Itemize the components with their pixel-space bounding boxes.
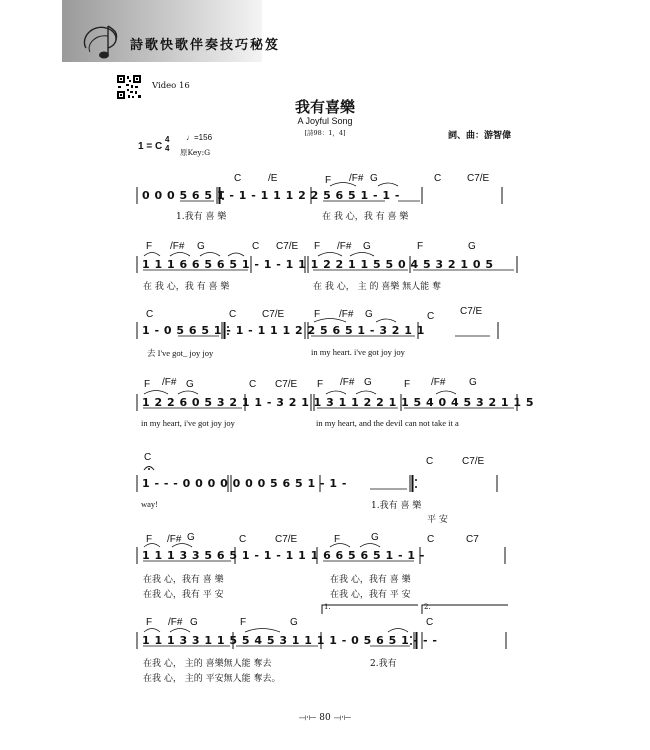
lyric-line: 在我 心，我有 喜 樂 xyxy=(330,575,411,585)
chord: C7/E xyxy=(467,173,490,184)
chord: C xyxy=(249,379,257,390)
chord: G xyxy=(187,532,195,543)
chord: /F# xyxy=(431,377,446,388)
chord: F xyxy=(146,617,153,628)
chord: /F# xyxy=(162,377,177,388)
lyric-line: 在我 心， 主的 喜樂無人能 奪去 xyxy=(143,659,272,669)
notation-line: 1 2 2 6 0 5 3 2 1 1 - 3 2 1 1 3 1 1 2 2 1 1 5 4 0 4 5 3 2 1 1 5 xyxy=(142,396,535,409)
chord: F xyxy=(334,534,341,545)
lyric-line: 在 我 心， 主 的 喜樂 無人能 奪 xyxy=(313,282,442,292)
notation-line: 1 - - - 0 0 0 0 0 0 0 5 6 5 1 - 1 - xyxy=(142,477,347,490)
chord: G xyxy=(365,309,373,320)
chord: F xyxy=(404,379,411,390)
chord: /F# xyxy=(337,241,352,252)
volta-second-ending: 2. xyxy=(424,603,431,611)
volta-first-ending: 1. xyxy=(324,603,331,611)
chord: C xyxy=(427,534,435,545)
page-number: ⟞·⟝ 80 ⟞·⟝ xyxy=(298,713,352,723)
lyric-line: 在我 心，我有 平 安 xyxy=(330,590,411,600)
ornament-left-icon: ⟞·⟝ xyxy=(298,713,317,723)
chord: F xyxy=(314,241,321,252)
chord: G xyxy=(186,379,194,390)
chord: C7/E xyxy=(275,379,298,390)
chord: C xyxy=(229,309,237,320)
chord: G xyxy=(364,377,372,388)
chord: C xyxy=(426,617,434,628)
chord: F xyxy=(144,379,151,390)
chord: C xyxy=(434,173,442,184)
chord: C xyxy=(427,311,435,322)
chord: C xyxy=(426,456,434,467)
lyric-line: in my heart, and the devil can not take it a xyxy=(316,418,459,428)
chord: C7/E xyxy=(275,534,298,545)
chord: C xyxy=(234,173,242,184)
chord: F xyxy=(146,241,153,252)
key-signature: 1 = C xyxy=(138,141,163,152)
chord: G xyxy=(468,241,476,252)
chord: F xyxy=(240,617,247,628)
lyric-line: way! xyxy=(141,499,158,509)
notation-line: 1 1 1 6 6 5 6 5 1 - 1 - 1 1 1 2 2 1 1 5 5 0 4 5 3 2 1 0 5 xyxy=(142,258,494,271)
chord: /F# xyxy=(167,534,182,545)
book-title: 詩歌快歌伴奏技巧秘笈 xyxy=(130,38,281,53)
quarter-note-icon: ♩ xyxy=(186,133,194,142)
scripture-reference: [詩98：1，4] xyxy=(304,129,346,137)
chord: F xyxy=(146,534,153,545)
chord: /E xyxy=(268,173,278,184)
lyric-line: 在我 心，我有 平 安 xyxy=(143,590,224,600)
song-title: 我有喜樂 xyxy=(294,98,355,116)
chord: C7/E xyxy=(460,306,483,317)
chord: /F# xyxy=(339,309,354,320)
chord: G xyxy=(190,617,198,628)
tempo-marking: ♩=156 xyxy=(186,133,213,142)
chord: C7/E xyxy=(276,241,299,252)
chord: C xyxy=(144,452,152,463)
chord: G xyxy=(363,241,371,252)
notation-line: 0 0 0 5 6 5 1 - 1 - 1 1 1 2 2 5 6 5 1 - 1 - xyxy=(142,189,400,202)
chord: /F# xyxy=(349,173,364,184)
original-key: 原Key:G xyxy=(180,148,211,157)
chord: /F# xyxy=(170,241,185,252)
lyric-line: 在我 心， 主的 平安無人能 奪去。 xyxy=(143,674,281,684)
lyric-line: 在我 心，我有 喜 樂 xyxy=(143,575,224,585)
notation-line: 1 - 0 5 6 5 1 - 1 - 1 1 1 2 2 5 6 5 1 - 3 2 1 1 xyxy=(142,324,425,337)
lyric-line: 1.我有 喜 樂 xyxy=(176,212,227,222)
time-signature: 4 4 xyxy=(165,135,170,153)
chord: G xyxy=(197,241,205,252)
chord: G xyxy=(370,173,378,184)
chord: F xyxy=(417,241,424,252)
video-label: Video 16 xyxy=(152,81,190,91)
lyric-line: 平 安 xyxy=(427,515,448,525)
chord: C xyxy=(146,309,154,320)
lyric-line: 在 我 心，我 有 喜 樂 xyxy=(322,212,409,222)
lyric-line: in my heart, i've got joy joy xyxy=(141,418,235,428)
chord: G xyxy=(469,377,477,388)
lyric-line: 1.我有 喜 樂 xyxy=(371,501,422,511)
lyric-line: 去 I've got_ joy joy xyxy=(147,348,214,358)
lyric-line: 在 我 心，我 有 喜 樂 xyxy=(143,282,230,292)
chord: /F# xyxy=(168,617,183,628)
chord: F xyxy=(325,175,332,186)
chord: F xyxy=(314,309,321,320)
notation-line: 1 1 1 3 3 5 6 5 1 - 1 - 1 1 1 6 6 5 6 5 1 - 1 - xyxy=(142,549,425,562)
song-subtitle: A Joyful Song xyxy=(297,116,353,126)
chord: F xyxy=(317,379,324,390)
notation-line: 1 1 1 3 3 1 1 5 5 4 5 3 1 1 1 1 - 0 5 6 5 1 - - - xyxy=(142,634,438,647)
lyric-line: 2.我有 xyxy=(370,659,397,669)
chord: G xyxy=(371,532,379,543)
chord: C7 xyxy=(466,534,479,545)
chord: /F# xyxy=(340,377,355,388)
chord: C7/E xyxy=(262,309,285,320)
ornament-right-icon: ⟞·⟝ xyxy=(333,713,352,723)
chord: G xyxy=(290,617,298,628)
composer-credit: 詞、曲：游智偉 xyxy=(448,131,512,141)
chord: C7/E xyxy=(462,456,485,467)
chord: C xyxy=(239,534,247,545)
chord: C xyxy=(252,241,260,252)
lyric-line: in my heart. i've got joy joy xyxy=(311,347,405,357)
